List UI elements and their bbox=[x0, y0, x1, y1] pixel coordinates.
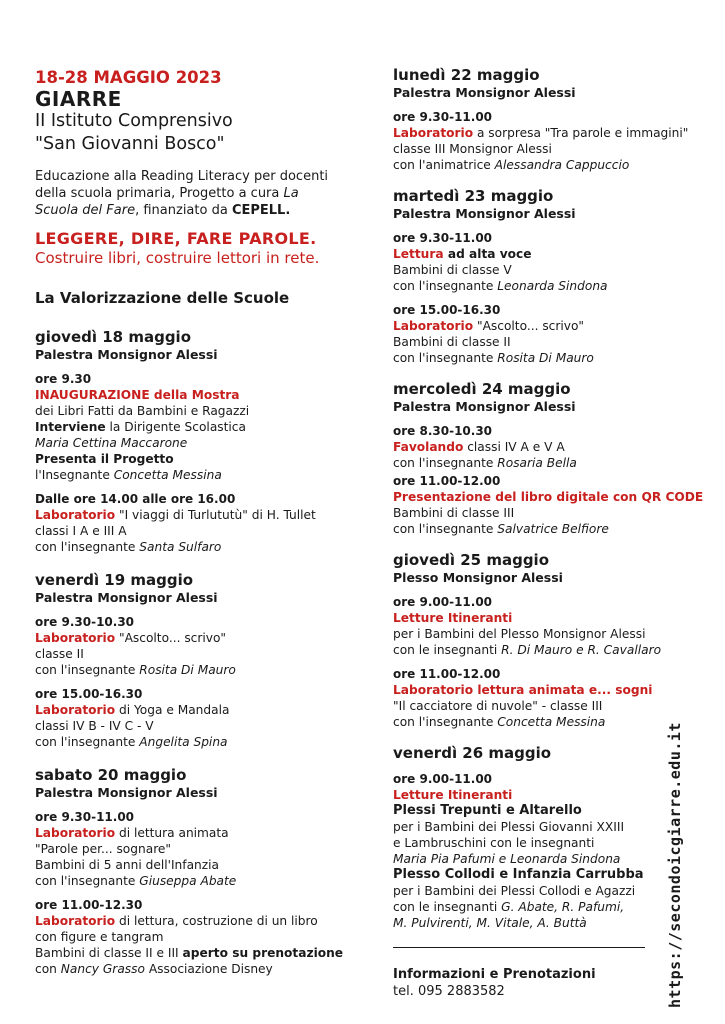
day-section-ven26: venerdì 26 maggio ore 9.00-11.00 Letture Itineranti Plessi Trepunti e Altarello per i Bambini dei Plessi Giovanni XXIII e Lambruschini con le insegnanti Maria Pia Pafumi e Leonarda Sindona Plesso Collodi e Infanzia Carrubba per i Bambini dei Plessi Collodi e Agazzi con le insegnanti G. Abate, R. Pafumi, M. Pulvirenti, M. Vitale, A. Buttà bbox=[393, 744, 688, 931]
venue: Palestra Monsignor Alessi bbox=[393, 206, 576, 221]
day-section-gio25: giovedì 25 maggio Plesso Monsignor Alessi ore 9.00-11.00 Letture Itineranti per i Bambini del Plesso Monsignor Alessi con le insegnanti R. Di Mauro e R. Cavallaro ore 11.00-12.00 Laboratorio lettura animata e... sogni "Il cacciatore di nuvole" - classe III con l'insegnante Concetta Messina bbox=[393, 551, 688, 730]
event-dates: 18-28 MAGGIO 2023 bbox=[35, 68, 222, 87]
day-section-mer24: mercoledì 24 maggio Palestra Monsignor Alessi ore 8.30-10.30 Favolando classi IV A e V A con l'insegnante Rosaria Bella ore 11.00-12.00 Presentazione del libro digitale con QR CODE Bambini di classe III con l'insegnante Salvatrice Belfiore bbox=[393, 380, 704, 536]
intro-text: Educazione alla Reading Literacy per docenti della scuola primaria, Progetto a cura La Scuola del Fare, finanziato da CEPELL. bbox=[35, 169, 329, 218]
day-title: venerdì 26 maggio bbox=[393, 744, 552, 762]
website-url-vertical bbox=[664, 722, 686, 1008]
event-title: INAUGURAZIONE della Mostra bbox=[35, 388, 240, 402]
day-title: venerdì 19 maggio bbox=[35, 571, 194, 589]
event-time: ore 9.30-10.30 bbox=[35, 615, 135, 629]
left-column bbox=[35, 62, 365, 977]
slogan-subtitle: Costruire libri, costruire lettori in rete. bbox=[35, 249, 320, 267]
day-title: sabato 20 maggio bbox=[35, 766, 187, 784]
venue: Palestra Monsignor Alessi bbox=[35, 347, 218, 362]
day-section-sab20: sabato 20 maggio Palestra Monsignor Alessi ore 9.30-11.00 Laboratorio di lettura animata "Parole per... sognare" Bambini di 5 anni dell'Infanzia con l'insegnante Giuseppa Abate ore 11.00-12.30 Laboratorio di lettura, costruzione di un libro con figure e tangram Bambini di classe II e III aperto su prenotazione con Nancy Grasso Associazione Disney bbox=[35, 766, 365, 977]
event-time: ore 8.30-10.30 bbox=[393, 424, 493, 438]
day-title: lunedì 22 maggio bbox=[393, 66, 540, 84]
event-time: ore 9.30-11.00 bbox=[393, 231, 493, 245]
day-title: giovedì 25 maggio bbox=[393, 551, 550, 569]
section-heading: La Valorizzazione delle Scuole bbox=[35, 289, 290, 307]
day-section-ven19: venerdì 19 maggio Palestra Monsignor Alessi ore 9.30-10.30 Laboratorio "Ascolto... scrivo" classe II con l'insegnante Rosita Di Mauro ore 15.00-16.30 Laboratorio di Yoga e Mandala classi IV B - IV C - V con l'insegnante Angelita Spina bbox=[35, 571, 365, 750]
info-heading: Informazioni e Prenotazioni bbox=[393, 967, 596, 982]
slogan-title: LEGGERE, DIRE, FARE PAROLE. bbox=[35, 229, 317, 248]
day-title: giovedì 18 maggio bbox=[35, 328, 192, 346]
website-url[interactable]: https://secondoicgiarre.edu.it bbox=[666, 722, 684, 1008]
divider bbox=[393, 947, 645, 948]
day-section-mar23: martedì 23 maggio Palestra Monsignor Alessi ore 9.30-11.00 Lettura ad alta voce Bambini di classe V con l'insegnante Leonarda Sindona ore 15.00-16.30 Laboratorio "Ascolto... scrivo" Bambini di classe II con l'insegnante Rosita Di Mauro bbox=[393, 187, 688, 366]
venue: Palestra Monsignor Alessi bbox=[35, 590, 218, 605]
venue: Plesso Monsignor Alessi bbox=[393, 570, 563, 585]
day-section-lun22: lunedì 22 maggio Palestra Monsignor Alessi ore 9.30-11.00 Laboratorio a sorpresa "Tra parole e immagini" classe III Monsignor Alessi con l'animatrice Alessandra Cappuccio bbox=[393, 66, 689, 172]
city-title: GIARRE bbox=[35, 87, 122, 111]
venue: Palestra Monsignor Alessi bbox=[393, 85, 576, 100]
right-column bbox=[393, 62, 704, 1000]
event-time: ore 9.00-11.00 bbox=[393, 595, 493, 609]
venue: Palestra Monsignor Alessi bbox=[35, 785, 218, 800]
venue: Palestra Monsignor Alessi bbox=[393, 399, 576, 414]
institute-school: "San Giovanni Bosco" bbox=[35, 134, 225, 154]
event-time: ore 9.30-11.00 bbox=[35, 810, 135, 824]
event-title: Presentazione del libro digitale con QR CODE bbox=[393, 490, 704, 504]
event-title: Laboratorio lettura animata e... sogni bbox=[393, 683, 653, 697]
day-section-gio18: giovedì 18 maggio Palestra Monsignor Alessi ore 9.30 INAUGURAZIONE della Mostra dei Libri Fatti da Bambini e Ragazzi Interviene la Dirigente Scolastica Maria Cettina Maccarone Presenta il Progetto l'Insegnante Concetta Messina Dalle ore 14.00 alle ore 16.00 Laboratorio "I viaggi di Turlututù" di H. Tullet classi I A e III A con l'insegnante Santa Sulfaro bbox=[35, 328, 365, 555]
event-time: ore 15.00-16.30 bbox=[393, 303, 501, 317]
day-title: mercoledì 24 maggio bbox=[393, 380, 571, 398]
event-time: ore 9.30-11.00 bbox=[393, 110, 493, 124]
event-time: ore 15.00-16.30 bbox=[35, 687, 143, 701]
event-time: Dalle ore 14.00 alle ore 16.00 bbox=[35, 492, 236, 506]
event-time: ore 9.00-11.00 bbox=[393, 772, 493, 786]
event-time: ore 11.00-12.00 bbox=[393, 667, 501, 681]
phone-number: tel. 095 2883582 bbox=[393, 984, 505, 999]
event-time: ore 11.00-12.00 bbox=[393, 474, 501, 488]
event-title: Letture Itineranti bbox=[393, 788, 513, 802]
event-time: ore 11.00-12.30 bbox=[35, 898, 143, 912]
event-title: Letture Itineranti bbox=[393, 611, 513, 625]
day-title: martedì 23 maggio bbox=[393, 187, 554, 205]
event-time: ore 9.30 bbox=[35, 372, 92, 386]
institute-name: II Istituto Comprensivo bbox=[35, 111, 233, 131]
